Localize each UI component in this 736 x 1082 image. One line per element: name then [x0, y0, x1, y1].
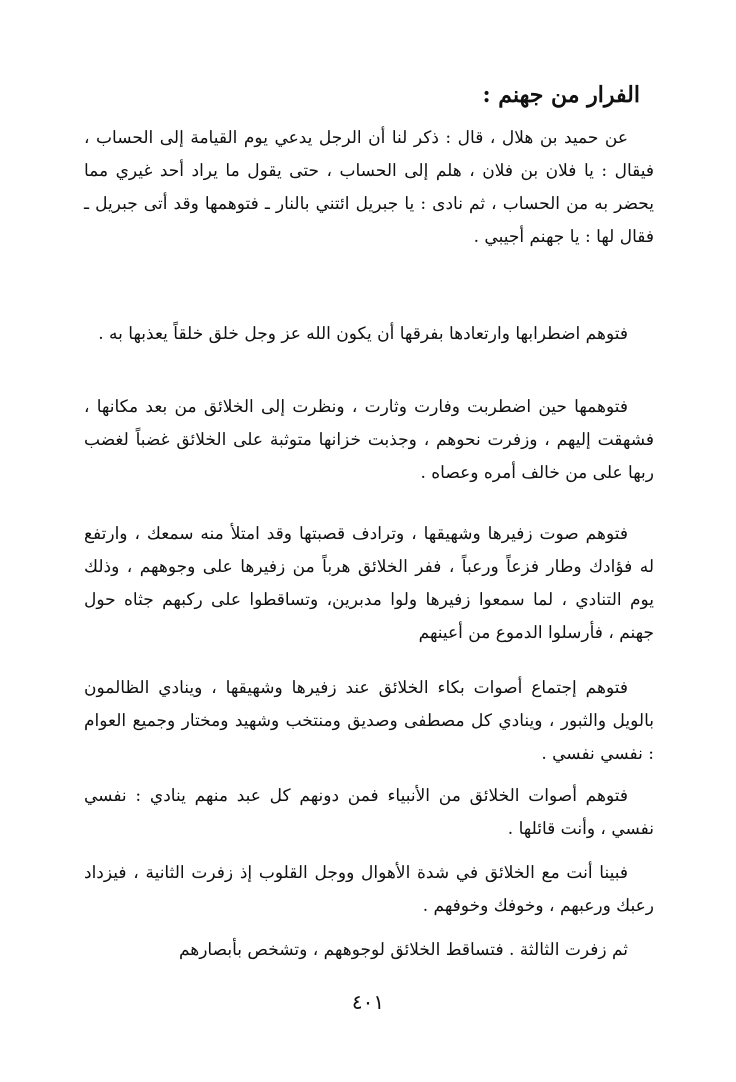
paragraph-text: عن حميد بن هلال ، قال : ذكر لنا أن الرجل يدعي يوم القيامة إلى الحساب ، فيقال : يا فلان بن فلان ، هلم إلى الحساب ، حتى يقول ما يراد أحد غيري مما يحضر به من الحساب ، ثم نادى : يا جبريل ائتني بالنار ـ فتوهمها وقد أتى جبريل ـ فقال لها : يا جهنم أجيبي . [84, 128, 654, 247]
paragraph-text: ثم زفرت الثالثة . فتساقط الخلائق لوجوههم ، وتشخص بأبصارهم [178, 940, 628, 960]
paragraph [84, 318, 654, 351]
paragraph-text: فتوهمها حين اضطربت وفارت وثارت ، ونظرت إلى الخلائق من بعد مكانها ، فشهقت إليهم ، وزفرت نحوهم ، وجذبت خزانها متوثبة على الخلائق غضباً لغضب ربها على من خالف أمره وعصاه . [84, 397, 654, 483]
paragraph [84, 518, 654, 650]
paragraph [84, 934, 654, 967]
paragraph [84, 672, 654, 771]
paragraph [84, 391, 654, 490]
paragraph-text: فتوهم صوت زفيرها وشهيقها ، وترادف قصبتها وقد امتلأ منه سمعك ، وارتفع له فؤادك وطار فزعاً ورعباً ، ففر الخلائق هرباً من زفيرها على وجوههم ، وذلك يوم التنادي ، لما سمعوا زفيرها ولوا مدبرين، وتساقطوا على ركبهم جثاه حول جهنم ، فأرسلوا الدموع من أعينهم [84, 524, 654, 643]
paragraph-text: فتوهم أصوات الخلائق من الأنبياء فمن دونهم كل عبد منهم ينادي : نفسي نفسي ، وأنت قائلها . [84, 786, 654, 839]
paragraph-text: فتوهم إجتماع أصوات بكاء الخلائق عند زفيرها وشهيقها ، وينادي الظالمون بالويل والثبور ، وينادي كل مصطفى وصديق ومنتخب وشهيد ومختار وجميع العوام : نفسي نفسي . [84, 678, 654, 764]
paragraph [84, 122, 654, 254]
page-number: ٤٠١ [351, 990, 385, 1014]
paragraph [84, 780, 654, 846]
paragraph [84, 857, 654, 923]
paragraph-text: فتوهم اضطرابها وارتعادها بفرقها أن يكون الله عز وجل خلق خلقاً يعذبها به . [98, 324, 628, 344]
paragraph-text: فبينا أنت مع الخلائق في شدة الأهوال ووجل القلوب إذ زفرت الثانية ، فيزداد رعبك ورعبهم ، وخوفك وخوفهم . [84, 863, 654, 916]
section-heading: الفرار من جهنم : [482, 82, 640, 108]
